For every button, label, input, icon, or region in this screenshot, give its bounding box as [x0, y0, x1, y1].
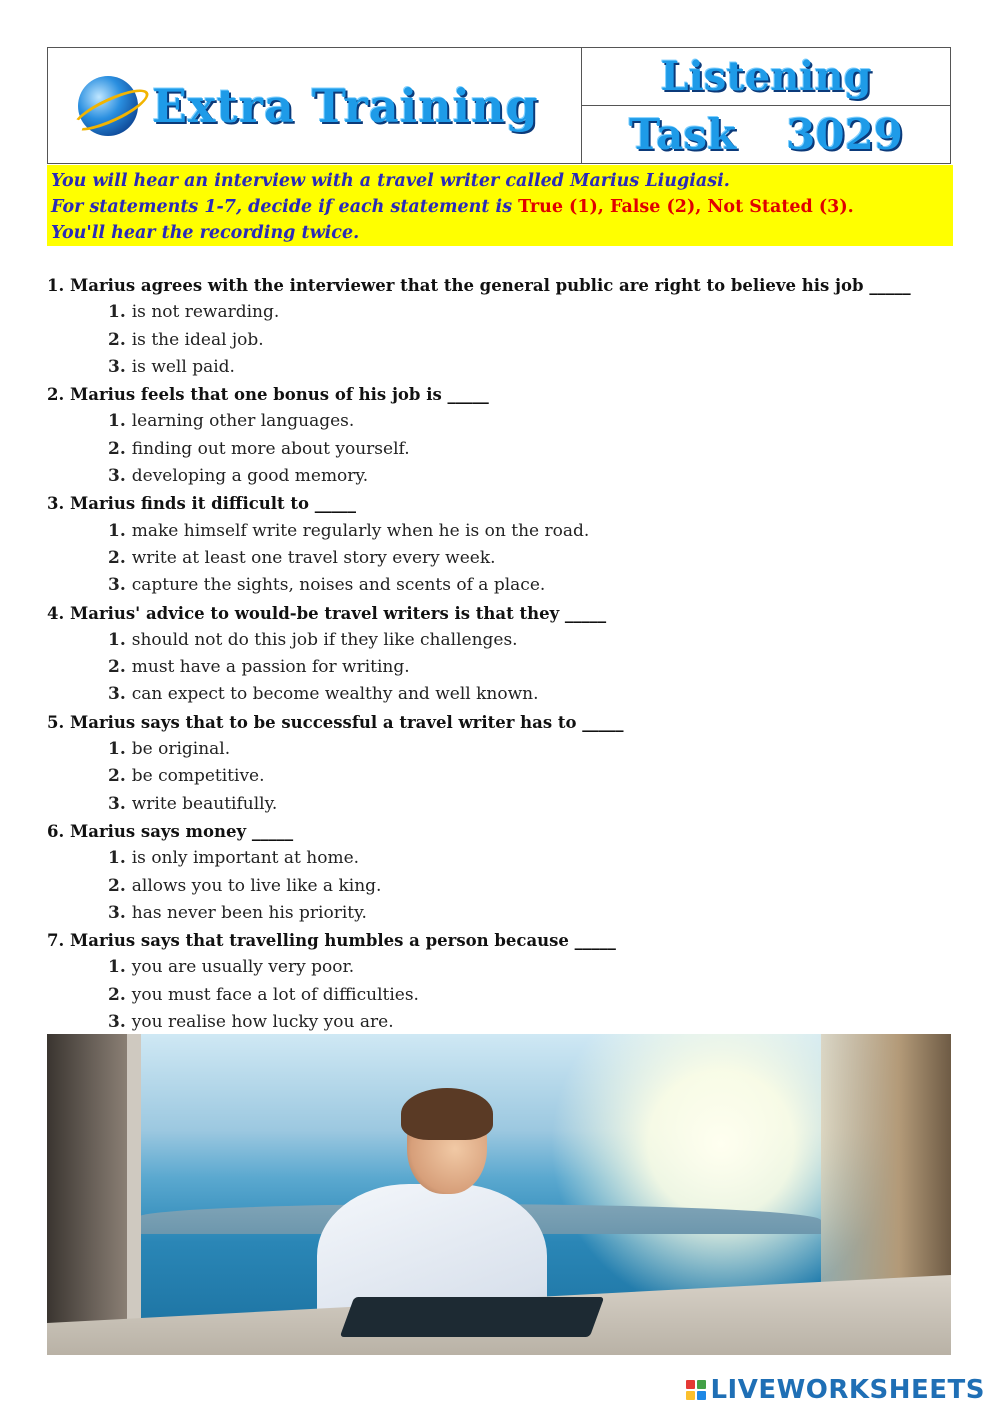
option-number: 2.	[108, 875, 126, 896]
option-number: 1.	[108, 302, 126, 323]
answer-option	[47, 518, 953, 545]
answer-option	[47, 763, 953, 790]
liveworksheets-logo-icon	[686, 1380, 706, 1400]
instruction-line-2-prefix: For statements 1-7, decide if each statement is	[51, 197, 513, 217]
question-number: 3.	[47, 494, 65, 514]
worksheet-header	[47, 47, 951, 164]
option-text: should not do this job if they like challenges.	[131, 629, 518, 650]
question-text: Marius says that travelling humbles a person because _____	[69, 931, 616, 951]
option-number: 3.	[108, 684, 126, 705]
option-number: 2.	[108, 547, 126, 568]
option-text: is well paid.	[131, 356, 235, 377]
question-6	[47, 818, 953, 845]
answer-option	[47, 873, 953, 900]
option-text: capture the sights, noises and scents of a place.	[131, 575, 546, 596]
option-text: you realise how lucky you are.	[131, 1012, 394, 1033]
question-text: Marius agrees with the interviewer that the general public are right to believe his job _____	[69, 276, 911, 295]
option-number: 3.	[108, 356, 126, 377]
option-number: 3.	[108, 575, 126, 596]
answer-option	[47, 954, 953, 981]
question-text: Marius feels that one bonus of his job is _____	[69, 385, 489, 405]
question-number: 5.	[47, 712, 65, 732]
answer-option	[47, 408, 953, 435]
answer-option	[47, 572, 953, 599]
question-3	[47, 490, 953, 517]
option-number: 3.	[108, 1012, 126, 1033]
brand-title: Extra Training	[152, 78, 539, 133]
liveworksheets-wordmark: LIVEWORKSHEETS	[710, 1375, 985, 1405]
option-text: developing a good memory.	[131, 466, 369, 487]
option-text: learning other languages.	[131, 411, 355, 432]
answer-option	[47, 545, 953, 572]
question-number: 2.	[47, 385, 65, 405]
task-id	[582, 106, 950, 163]
option-text: write at least one travel story every week.	[131, 547, 496, 568]
answer-option	[47, 982, 953, 1009]
question-5	[47, 709, 953, 736]
option-text: is the ideal job.	[131, 329, 264, 350]
option-number: 2.	[108, 438, 126, 459]
question-text: Marius says that to be successful a travel writer has to _____	[69, 712, 624, 732]
question-number: 6.	[47, 821, 65, 841]
option-text: is not rewarding.	[131, 302, 280, 323]
question-1	[47, 272, 953, 299]
question-number: 1.	[47, 276, 65, 295]
option-text: be original.	[131, 739, 231, 760]
answer-option	[47, 681, 953, 708]
option-text: you are usually very poor.	[131, 957, 355, 978]
option-text: allows you to live like a king.	[131, 875, 382, 896]
instruction-line-1: You will hear an interview with a travel writer called Marius Liugiasi.	[51, 171, 730, 191]
question-text: Marius says money _____	[69, 821, 294, 841]
option-text: you must face a lot of difficulties.	[131, 984, 419, 1005]
option-number: 3.	[108, 466, 126, 487]
answer-option	[47, 1009, 953, 1036]
task-box	[582, 48, 950, 163]
question-text: Marius finds it difficult to _____	[69, 494, 357, 514]
option-number: 1.	[108, 957, 126, 978]
answer-option	[47, 299, 953, 326]
option-number: 3.	[108, 902, 126, 923]
answer-option	[47, 354, 953, 381]
brand-area	[48, 48, 582, 163]
option-text: write beautifully.	[131, 793, 278, 814]
footer-logo	[686, 1374, 985, 1406]
option-number: 2.	[108, 984, 126, 1005]
task-label: Task	[628, 110, 737, 159]
option-number: 2.	[108, 657, 126, 678]
answer-option	[47, 436, 953, 463]
option-number: 2.	[108, 329, 126, 350]
travel-writer-photo	[47, 1034, 951, 1355]
option-number: 1.	[108, 848, 126, 869]
answer-option	[47, 327, 953, 354]
option-number: 1.	[108, 629, 126, 650]
question-4	[47, 600, 953, 627]
subject-label: Listening	[582, 48, 950, 106]
option-text: can expect to become wealthy and well known.	[131, 684, 539, 705]
option-number: 2.	[108, 766, 126, 787]
answer-option	[47, 654, 953, 681]
answer-key-options: True (1), False (2), Not Stated (3).	[518, 197, 854, 217]
answer-option	[47, 845, 953, 872]
question-number: 4.	[47, 603, 65, 623]
question-number: 7.	[47, 931, 65, 951]
answer-option	[47, 791, 953, 818]
option-number: 3.	[108, 793, 126, 814]
instructions-box	[47, 165, 953, 246]
option-number: 1.	[108, 520, 126, 541]
option-text: is only important at home.	[131, 848, 360, 869]
question-2	[47, 381, 953, 408]
option-text: must have a passion for writing.	[131, 657, 410, 678]
option-text: be competitive.	[131, 766, 265, 787]
question-text: Marius' advice to would-be travel writers is that they _____	[69, 603, 607, 623]
globe-icon	[78, 76, 138, 136]
instruction-line-2	[51, 194, 949, 220]
option-text: finding out more about yourself.	[131, 438, 410, 459]
task-number: 3029	[786, 110, 904, 159]
answer-option	[47, 463, 953, 490]
question-7	[47, 927, 953, 954]
answer-option	[47, 736, 953, 763]
instruction-line-3: You'll hear the recording twice.	[51, 223, 360, 243]
option-text: has never been his priority.	[131, 902, 367, 923]
option-number: 1.	[108, 411, 126, 432]
option-number: 1.	[108, 739, 126, 760]
answer-option	[47, 627, 953, 654]
answer-option	[47, 900, 953, 927]
question-list	[47, 272, 953, 1036]
option-text: make himself write regularly when he is on the road.	[131, 520, 590, 541]
